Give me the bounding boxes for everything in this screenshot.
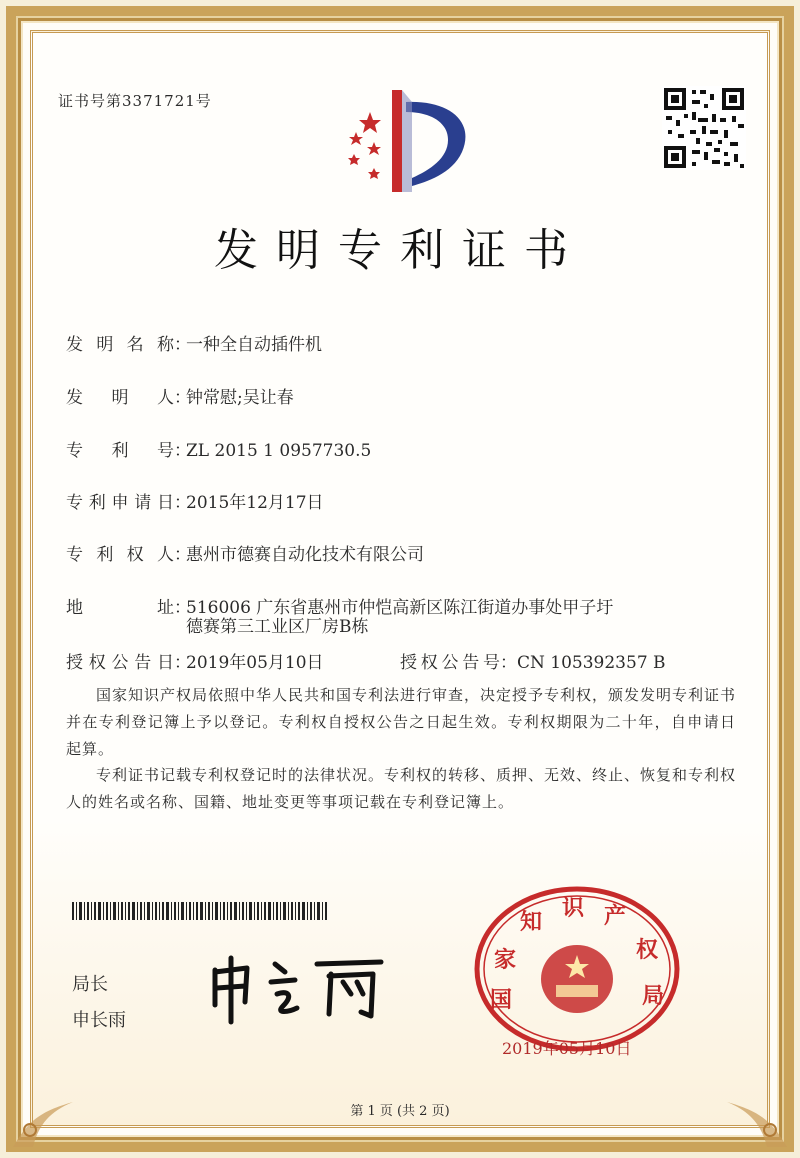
page-number: 第 1 页 (共 2 页) (350, 1104, 450, 1119)
grant-date-value: 2019年05月10日 (186, 653, 324, 673)
svg-text:知: 知 (520, 909, 543, 935)
address-label: 地址 (66, 598, 174, 618)
svg-text:国: 国 (490, 987, 513, 1013)
invention-name-value: 一种全自动插件机 (186, 335, 322, 355)
address-line-2: 德赛第三工业区厂房B栋 (186, 617, 369, 637)
official-seal (472, 885, 682, 1053)
application-date-value: 2015年12月17日 (186, 493, 324, 513)
svg-text:权: 权 (636, 937, 659, 963)
qr-code-icon (662, 86, 746, 170)
svg-text:家: 家 (494, 947, 517, 973)
patentee-label: 专利权人 (66, 545, 174, 565)
invention-name-row: 发明名称：一种全自动插件机 (66, 330, 322, 355)
inventor-value: 钟常慰;吴让春 (186, 388, 294, 408)
patent-number-row: 专利号：ZL 2015 1 0957730.5 (66, 436, 371, 461)
application-date-label: 专利申请日 (66, 493, 174, 513)
statement-paragraph-2: 专利证书记载专利权登记时的法律状况。专利权的转移、质押、无效、终止、恢复和专利权人的姓名或名称、国籍、地址变更等事项记载在专利登记簿上。 (66, 766, 737, 811)
grant-number-label: 授权公告号 (400, 653, 500, 673)
grant-number-row: 授权公告号：CN 105392357 B (400, 648, 666, 673)
barcode-icon (72, 902, 330, 920)
patentee-row: 专利权人：惠州市德赛自动化技术有限公司 (66, 540, 424, 565)
page-title: 发明专利证书 (214, 225, 586, 276)
grant-number-value: CN 105392357 B (517, 653, 666, 673)
svg-text:局: 局 (642, 983, 665, 1009)
statement-paragraph-1: 国家知识产权局依照中华人民共和国专利法进行审查，决定授予专利权，颁发发明专利证书并在专利登记簿上予以登记。专利权自授权公告之日起生效。专利权期限为二十年，自申请日起算。 (66, 686, 737, 758)
director-label: 局长 (72, 974, 108, 995)
invention-name-label: 发明名称 (66, 335, 174, 355)
seal-date: 2019年05月10日 (502, 1039, 632, 1058)
application-date-row: 专利申请日：2015年12月17日 (66, 488, 324, 513)
patent-number-label: 专利号 (66, 441, 174, 461)
patent-number-value: ZL 2015 1 0957730.5 (186, 441, 372, 461)
address-line-1: 516006 广东省惠州市仲恺高新区陈江街道办事处甲子圩 (186, 598, 614, 618)
svg-text:识: 识 (562, 895, 585, 921)
patent-office-logo-icon (330, 82, 480, 202)
patentee-value: 惠州市德赛自动化技术有限公司 (186, 545, 424, 565)
grant-date-row: 授权公告日：2019年05月10日 (66, 648, 324, 673)
inventor-label: 发明人 (66, 388, 174, 408)
director-signature (205, 950, 405, 1030)
director-name: 申长雨 (72, 1010, 126, 1031)
certificate-number: 证书号第3371721号 (58, 92, 212, 110)
address-row: 地址：516006 广东省惠州市仲恺高新区陈江街道办事处甲子圩 (66, 593, 613, 618)
inventor-row: 发明人：钟常慰;吴让春 (66, 383, 294, 408)
svg-text:产: 产 (604, 903, 627, 929)
grant-date-label: 授权公告日 (66, 653, 174, 673)
